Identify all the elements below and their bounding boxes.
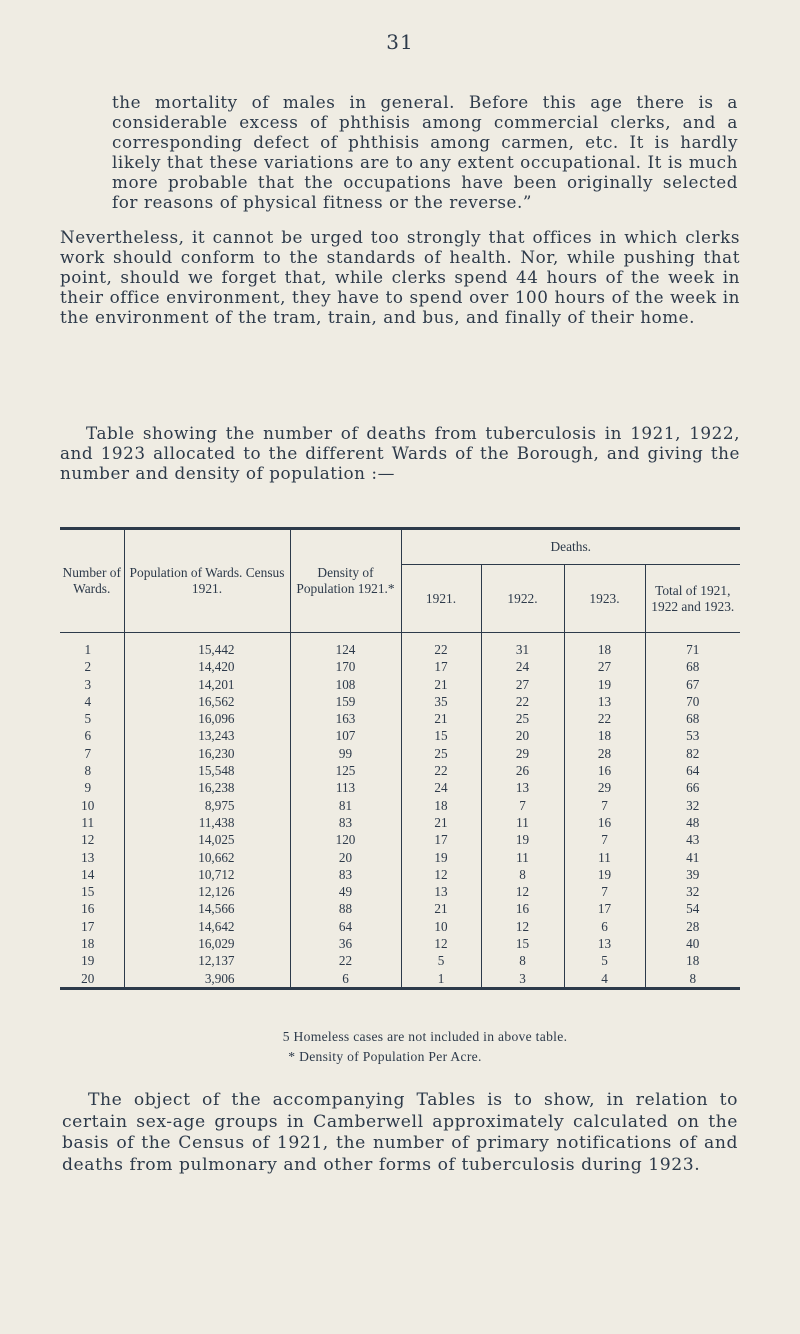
population-cell: 14,642 bbox=[124, 918, 290, 935]
tuberculosis-deaths-table bbox=[60, 527, 740, 990]
table-row bbox=[60, 693, 740, 710]
deaths-1923-cell: 11 bbox=[564, 849, 645, 866]
deaths-1923-cell: 19 bbox=[564, 866, 645, 883]
table-row bbox=[60, 970, 740, 989]
deaths-1921-cell: 17 bbox=[401, 831, 481, 848]
density-cell: 36 bbox=[290, 935, 401, 952]
deaths-1923-cell: 19 bbox=[564, 676, 645, 693]
deaths-1921-cell: 12 bbox=[401, 935, 481, 952]
population-cell: 15,548 bbox=[124, 762, 290, 779]
ward-number-cell: 15 bbox=[81, 884, 95, 900]
ward-number-cell: 9 bbox=[84, 780, 92, 796]
deaths-1922-cell: 12 bbox=[481, 918, 564, 935]
population-cell: 16,230 bbox=[124, 745, 290, 762]
ward-number-cell: 1 bbox=[84, 642, 92, 657]
deaths-total-cell: 68 bbox=[645, 658, 740, 675]
density-cell: 159 bbox=[290, 693, 401, 710]
deaths-1923-cell: 18 bbox=[564, 633, 645, 659]
density-cell: 125 bbox=[290, 762, 401, 779]
deaths-total-cell: 53 bbox=[645, 727, 740, 744]
deaths-1923-cell: 17 bbox=[564, 900, 645, 917]
deaths-1921-cell: 25 bbox=[401, 745, 481, 762]
deaths-1922-cell: 8 bbox=[481, 866, 564, 883]
density-cell: 83 bbox=[290, 866, 401, 883]
deaths-1922-cell: 11 bbox=[481, 814, 564, 831]
table-body bbox=[60, 633, 740, 989]
table-row bbox=[60, 918, 740, 935]
population-cell: 8,975 bbox=[124, 797, 290, 814]
density-cell: 124 bbox=[290, 633, 401, 659]
deaths-1922-cell: 29 bbox=[481, 745, 564, 762]
deaths-total-cell: 48 bbox=[645, 814, 740, 831]
deaths-1921-cell: 10 bbox=[401, 918, 481, 935]
deaths-1923-cell: 7 bbox=[564, 831, 645, 848]
population-cell: 10,712 bbox=[124, 866, 290, 883]
table-row bbox=[60, 849, 740, 866]
population-cell: 14,566 bbox=[124, 900, 290, 917]
deaths-1922-cell: 3 bbox=[481, 970, 564, 989]
density-cell: 6 bbox=[290, 970, 401, 989]
population-cell: 13,243 bbox=[124, 727, 290, 744]
header-density: Density of Population 1921.* bbox=[290, 529, 401, 633]
deaths-1921-cell: 13 bbox=[401, 883, 481, 900]
ward-number-cell: 16 bbox=[81, 901, 95, 917]
ward-number-cell: 8 bbox=[84, 763, 92, 779]
ward-number-cell: 17 bbox=[81, 918, 95, 934]
table-row bbox=[60, 797, 740, 814]
ward-number-cell: 19 bbox=[81, 953, 95, 969]
deaths-1921-cell: 5 bbox=[401, 952, 481, 969]
density-cell: 49 bbox=[290, 883, 401, 900]
deaths-1923-cell: 6 bbox=[564, 918, 645, 935]
deaths-1921-cell: 21 bbox=[401, 900, 481, 917]
deaths-1922-cell: 24 bbox=[481, 658, 564, 675]
population-cell: 12,137 bbox=[124, 952, 290, 969]
deaths-1922-cell: 12 bbox=[481, 883, 564, 900]
density-cell: 120 bbox=[290, 831, 401, 848]
deaths-1921-cell: 22 bbox=[401, 633, 481, 659]
header-population: Population of Wards. Census 1921. bbox=[124, 529, 290, 633]
deaths-1921-cell: 35 bbox=[401, 693, 481, 710]
population-cell: 14,201 bbox=[124, 676, 290, 693]
table-row bbox=[60, 762, 740, 779]
deaths-1922-cell: 16 bbox=[481, 900, 564, 917]
deaths-1923-cell: 7 bbox=[564, 797, 645, 814]
deaths-total-cell: 40 bbox=[645, 935, 740, 952]
deaths-1921-cell: 12 bbox=[401, 866, 481, 883]
deaths-1922-cell: 25 bbox=[481, 710, 564, 727]
table-row bbox=[60, 952, 740, 969]
population-cell: 16,238 bbox=[124, 779, 290, 796]
object-paragraph: The object of the accompanying Tables is to show, in relation to certain sex-age groups in Camberwell approximately calculated on the basis of the Census of 1921, the number of primary notifications of and deaths from pulmonary and other forms of tuberculosis during 1923. bbox=[62, 1090, 738, 1175]
deaths-1923-cell: 13 bbox=[564, 935, 645, 952]
deaths-total-cell: 41 bbox=[645, 849, 740, 866]
density-cell: 88 bbox=[290, 900, 401, 917]
deaths-total-cell: 54 bbox=[645, 900, 740, 917]
density-cell: 83 bbox=[290, 814, 401, 831]
population-cell: 16,096 bbox=[124, 710, 290, 727]
ward-number-cell: 11 bbox=[81, 814, 95, 830]
nevertheless-paragraph: Nevertheless, it cannot be urged too strongly that offices in which clerks work should conform to the standards of health. Nor, while pushing that point, should we forget that, while clerks spend 44 hours of the week in their office environment, they have to spend over 100 hours of the week in the environment of the tram, train, and bus, and finally of their home. bbox=[60, 227, 740, 327]
density-cell: 163 bbox=[290, 710, 401, 727]
deaths-1922-cell: 19 bbox=[481, 831, 564, 848]
deaths-total-cell: 32 bbox=[645, 797, 740, 814]
deaths-1922-cell: 31 bbox=[481, 633, 564, 659]
deaths-1923-cell: 5 bbox=[564, 952, 645, 969]
deaths-1923-cell: 13 bbox=[564, 693, 645, 710]
ward-number-cell: 7 bbox=[84, 745, 92, 761]
population-cell: 3,906 bbox=[124, 970, 290, 989]
deaths-1922-cell: 13 bbox=[481, 779, 564, 796]
deaths-total-cell: 66 bbox=[645, 779, 740, 796]
deaths-1923-cell: 18 bbox=[564, 727, 645, 744]
deaths-total-cell: 71 bbox=[645, 633, 740, 659]
deaths-1921-cell: 19 bbox=[401, 849, 481, 866]
homeless-note: 5 Homeless cases are not included in above table. bbox=[282, 1029, 568, 1044]
table-row bbox=[60, 935, 740, 952]
population-cell: 10,662 bbox=[124, 849, 290, 866]
header-year-1923: 1923. bbox=[564, 565, 645, 633]
population-cell: 16,029 bbox=[124, 935, 290, 952]
deaths-total-cell: 8 bbox=[645, 970, 740, 989]
deaths-total-cell: 43 bbox=[645, 831, 740, 848]
table-row bbox=[60, 831, 740, 848]
ward-number-cell: 14 bbox=[81, 866, 95, 882]
table-row bbox=[60, 710, 740, 727]
density-cell: 113 bbox=[290, 779, 401, 796]
header-year-1921: 1921. bbox=[401, 565, 481, 633]
deaths-1922-cell: 7 bbox=[481, 797, 564, 814]
deaths-1922-cell: 22 bbox=[481, 693, 564, 710]
deaths-total-cell: 68 bbox=[645, 710, 740, 727]
population-cell: 16,562 bbox=[124, 693, 290, 710]
deaths-total-cell: 18 bbox=[645, 952, 740, 969]
deaths-1921-cell: 24 bbox=[401, 779, 481, 796]
density-cell: 22 bbox=[290, 952, 401, 969]
deaths-total-cell: 70 bbox=[645, 693, 740, 710]
density-cell: 108 bbox=[290, 676, 401, 693]
ward-number-cell: 12 bbox=[81, 832, 95, 848]
deaths-1921-cell: 22 bbox=[401, 762, 481, 779]
deaths-1923-cell: 27 bbox=[564, 658, 645, 675]
table-header bbox=[60, 529, 740, 633]
deaths-total-cell: 82 bbox=[645, 745, 740, 762]
ward-number-cell: 5 bbox=[84, 711, 92, 727]
deaths-1921-cell: 21 bbox=[401, 710, 481, 727]
ward-number-cell: 3 bbox=[84, 676, 92, 692]
deaths-1922-cell: 20 bbox=[481, 727, 564, 744]
density-cell: 81 bbox=[290, 797, 401, 814]
table-row bbox=[60, 727, 740, 744]
ward-number-cell: 18 bbox=[81, 936, 95, 952]
header-year-1922: 1922. bbox=[481, 565, 564, 633]
deaths-1923-cell: 16 bbox=[564, 762, 645, 779]
deaths-1921-cell: 1 bbox=[401, 970, 481, 989]
deaths-1923-cell: 7 bbox=[564, 883, 645, 900]
density-cell: 64 bbox=[290, 918, 401, 935]
deaths-total-cell: 64 bbox=[645, 762, 740, 779]
population-cell: 11,438 bbox=[124, 814, 290, 831]
density-cell: 99 bbox=[290, 745, 401, 762]
header-ward-number: Number of Wards. bbox=[60, 529, 124, 633]
deaths-total-cell: 28 bbox=[645, 918, 740, 935]
deaths-1921-cell: 21 bbox=[401, 814, 481, 831]
ward-number-cell: 10 bbox=[81, 797, 95, 813]
population-cell: 14,420 bbox=[124, 658, 290, 675]
table-row bbox=[60, 658, 740, 675]
population-cell: 12,126 bbox=[124, 883, 290, 900]
density-cell: 170 bbox=[290, 658, 401, 675]
table-row bbox=[60, 779, 740, 796]
deaths-1923-cell: 28 bbox=[564, 745, 645, 762]
table-row bbox=[60, 883, 740, 900]
population-cell: 14,025 bbox=[124, 831, 290, 848]
table-row bbox=[60, 900, 740, 917]
deaths-1923-cell: 4 bbox=[564, 970, 645, 989]
deaths-1921-cell: 21 bbox=[401, 676, 481, 693]
deaths-1922-cell: 15 bbox=[481, 935, 564, 952]
deaths-1922-cell: 8 bbox=[481, 952, 564, 969]
deaths-1921-cell: 17 bbox=[401, 658, 481, 675]
ward-number-cell: 13 bbox=[81, 849, 95, 865]
table-row bbox=[60, 745, 740, 762]
deaths-1921-cell: 15 bbox=[401, 727, 481, 744]
deaths-total-cell: 67 bbox=[645, 676, 740, 693]
table-row bbox=[60, 814, 740, 831]
deaths-total-cell: 32 bbox=[645, 883, 740, 900]
header-deaths: Deaths. bbox=[401, 529, 740, 565]
header-total: Total of 1921, 1922 and 1923. bbox=[645, 565, 740, 633]
deaths-1923-cell: 22 bbox=[564, 710, 645, 727]
density-cell: 20 bbox=[290, 849, 401, 866]
deaths-1923-cell: 16 bbox=[564, 814, 645, 831]
deaths-1923-cell: 29 bbox=[564, 779, 645, 796]
table-intro-paragraph: Table showing the number of deaths from tuberculosis in 1921, 1922, and 1923 allocated to the different Wards of the Borough, and giving the number and density of population :— bbox=[60, 423, 740, 483]
ward-number-cell: 2 bbox=[84, 659, 92, 675]
ward-number-cell: 6 bbox=[84, 728, 92, 744]
table-row bbox=[60, 866, 740, 883]
deaths-1921-cell: 18 bbox=[401, 797, 481, 814]
density-footnote: * Density of Population Per Acre. bbox=[288, 1049, 482, 1064]
deaths-1922-cell: 11 bbox=[481, 849, 564, 866]
population-cell: 15,442 bbox=[124, 633, 290, 659]
quote-paragraph: the mortality of males in general. Before this age there is a considerable excess of phthisis among commercial clerks, and a corresponding defect of phthisis among carmen, etc. It is hardly likely that these variations are to any extent occupational. It is much more probable that the occupations have been originally selected for reasons of physical fitness or the reverse.” bbox=[112, 92, 738, 212]
ward-number-cell: 4 bbox=[84, 693, 92, 709]
table-row bbox=[60, 633, 740, 659]
table-row bbox=[60, 676, 740, 693]
deaths-1922-cell: 26 bbox=[481, 762, 564, 779]
page-number: 31 bbox=[386, 30, 414, 54]
density-cell: 107 bbox=[290, 727, 401, 744]
deaths-total-cell: 39 bbox=[645, 866, 740, 883]
deaths-1922-cell: 27 bbox=[481, 676, 564, 693]
ward-number-cell: 20 bbox=[60, 970, 124, 989]
